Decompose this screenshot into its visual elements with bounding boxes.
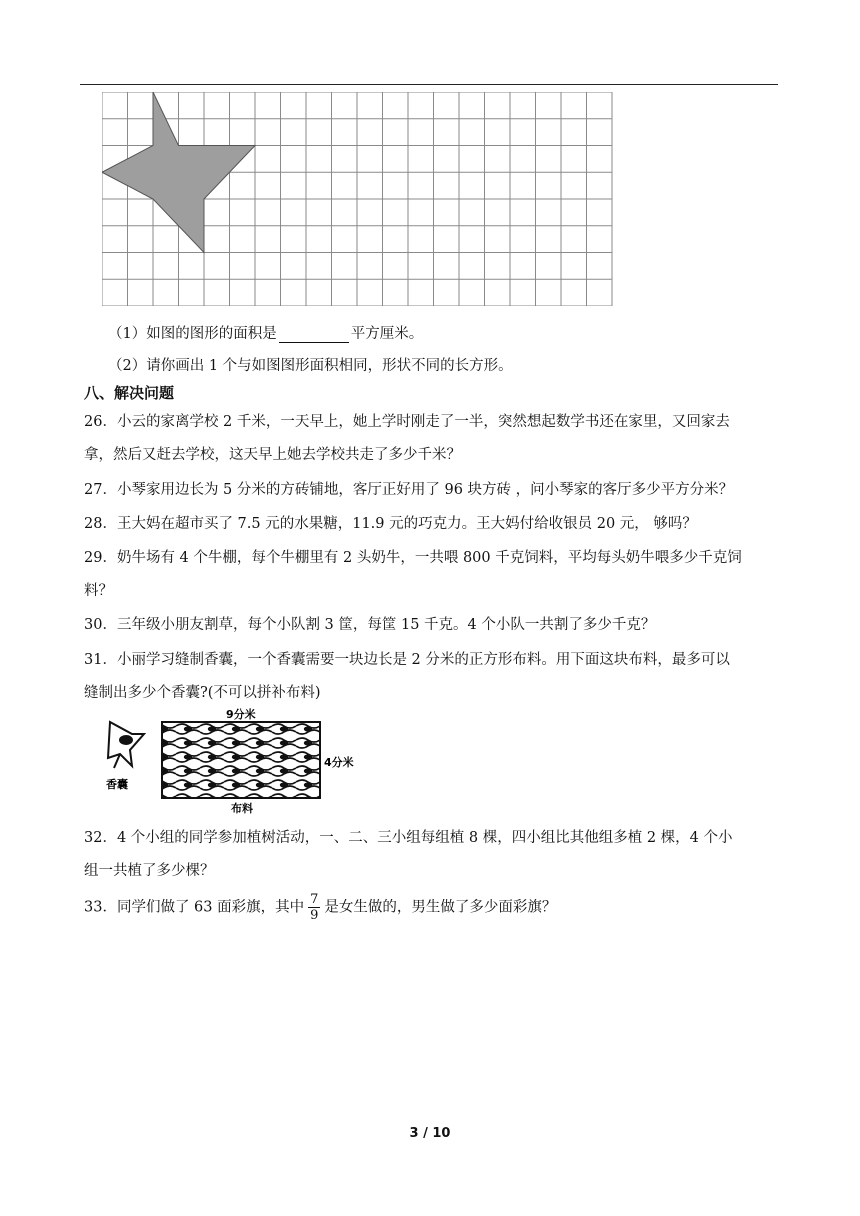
cloth-label: 布料 bbox=[231, 802, 253, 815]
cloth-rectangle bbox=[162, 722, 320, 798]
q32-line2: 组一共植了多少棵？ bbox=[84, 863, 215, 879]
height-label: 4分米 bbox=[324, 756, 354, 769]
page-number: 3 / 10 bbox=[409, 1126, 451, 1141]
q26-line1: 26．小云的家离学校 2 千米，一天早上，她上学时刚走了一半，突然想起数学书还在家里，又回家去 bbox=[84, 414, 730, 430]
fraction: $\frac{7}{9}$ bbox=[310, 892, 319, 923]
sachet-icon bbox=[108, 722, 144, 768]
q33: 33．同学们做了 63 面彩旗，其中 $\frac{7}{9}$ 是女生做的，男生做了多少面彩旗？ bbox=[84, 892, 557, 923]
q25-sub1: （1）如图的图形的面积是 平方厘米。 bbox=[108, 326, 424, 342]
q31-line2: 缝制出多少个香囊?(不可以拼补布料) bbox=[84, 685, 321, 701]
q27: 27．小琴家用边长为 5 分米的方砖铺地，客厅正好用了 96 块方砖 ，问小琴家的客厅多少平方分米？ bbox=[84, 482, 734, 498]
q25-sub2: （2）请你画出 1 个与如图图形面积相同，形状不同的长方形。 bbox=[108, 358, 513, 374]
q29-line2: 料？ bbox=[84, 583, 113, 599]
q30: 30．三年级小朋友割草，每个小队割 3 筐，每筐 15 千克。4 个小队一共割了多少千克？ bbox=[84, 617, 656, 633]
width-label: 9分米 bbox=[226, 708, 256, 721]
answer-blank[interactable] bbox=[279, 328, 349, 343]
sachet-label: 香囊 bbox=[106, 778, 128, 791]
q31-line1: 31．小丽学习缝制香囊，一个香囊需要一块边长是 2 分米的正方形布料。用下面这块布料，最多可以 bbox=[84, 652, 730, 668]
cloth-figure bbox=[104, 708, 364, 818]
grid-figure bbox=[102, 92, 614, 306]
q26-line2: 拿，然后又赶去学校，这天早上她去学校共走了多少千米？ bbox=[84, 447, 461, 463]
q28: 28．王大妈在超市买了 7.5 元的水果糖，11.9 元的巧克力。王大妈付给收银员 20 元， 够吗？ bbox=[84, 516, 697, 532]
q32-line1: 32．4 个小组的同学参加植树活动，一、二、三小组每组植 8 棵，四小组比其他组多植 2 棵，4 个小 bbox=[84, 830, 733, 846]
q29-line1: 29．奶牛场有 4 个牛棚，每个牛棚里有 2 头奶牛，一共喂 800 千克饲料，平均每头奶牛喂多少千克饲 bbox=[84, 550, 742, 566]
header-rule bbox=[80, 84, 778, 85]
section-heading: 八、解决问题 bbox=[84, 384, 175, 402]
